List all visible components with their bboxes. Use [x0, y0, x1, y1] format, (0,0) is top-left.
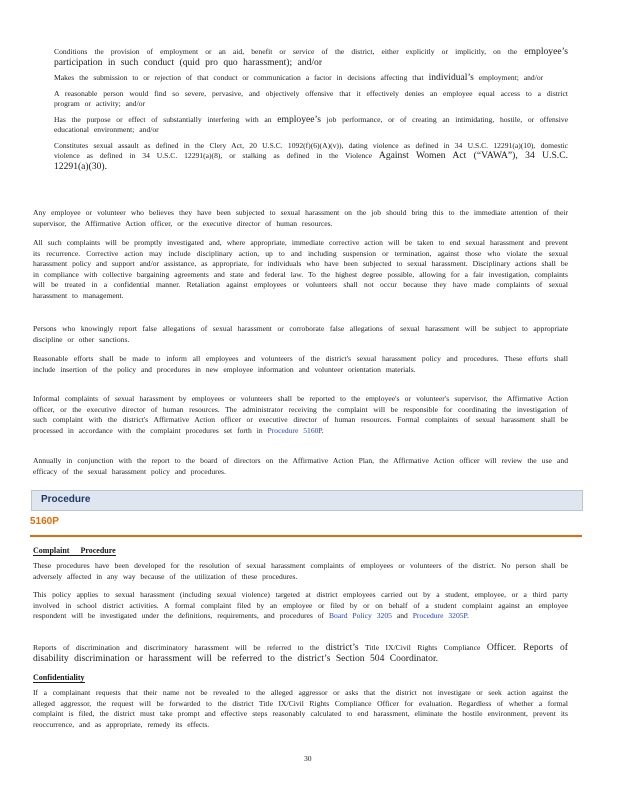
- list-item: [33, 73, 568, 84]
- procedure-header-bar: [31, 490, 583, 511]
- procedure-label: Procedure: [41, 494, 91, 505]
- bullet-box-icon: [33, 141, 54, 173]
- procedure-3205p-link[interactable]: Procedure 3205P: [412, 611, 467, 621]
- policy-applies-paragraph: This policy applies to sexual harassment (including sexual violence) targeted at district employees carried out by a student, employee, or a third party involved in school district activities. A formal complaint filed by an employee or filed by or on behalf of a student complaint against an employee respondent will be investigated under the definitions, requirements, and procedures of Board Policy 3205 and Procedure 3205P.: [33, 590, 568, 621]
- informal-complaints-paragraph: Informal complaints of sexual harassment by employees or volunteers shall be reported to the employee's or volunteer's supervisor, the Affirmative Action officer, or the executive director of human resources. The administrator receiving the complaint will be responsible for coordinating the investigation of such complaint with the district's Affirmative Action officer or executive director of human resources. Formal complaints of sexual harassment shall be processed in accordance with the complaint procedures set forth in Procedure 5160P.: [33, 394, 568, 435]
- bullet-text: Has the purpose or effect of substantially interfering with an employee’s job performance, or of creating an intimidating, hostile, or offensive educational environment; and/or: [54, 113, 568, 134]
- false-allegations-paragraph: Persons who knowingly report false allegations of sexual harassment or corroborate false allegations of sexual harassment will be subject to appropriate discipline or other sanctions.: [33, 324, 568, 344]
- bullet-box-icon: [33, 115, 54, 136]
- confidentiality-heading: Confidentiality: [33, 673, 85, 682]
- list-item: [33, 115, 568, 136]
- list-item: [33, 89, 568, 110]
- complaint-procedure-heading: Complaint Procedure: [33, 546, 116, 555]
- bullet-text: A reasonable person would find so severe, pervasive, and objectively offensive that it effectively denies an employee equal access to a district program or activity; and/or: [54, 88, 568, 108]
- inform-paragraph: Reasonable efforts shall be made to inform all employees and volunteers of the district's sexual harassment policy and procedures. These efforts shall include insertion of the policy and procedures in new employee information and volunteer orientation materials.: [33, 354, 568, 374]
- board-policy-3205-link[interactable]: Board Policy 3205: [328, 611, 392, 621]
- bullet-box-icon: [33, 89, 54, 110]
- complaint-intro-paragraph: These procedures have been developed for the resolution of sexual harassment complaints of employees or volunteers of the district. No person shall be adversely affected in any way because of the utilization of these procedures.: [33, 561, 568, 581]
- definition-bullet-list: [33, 47, 568, 177]
- bullet-text: Conditions the provision of employment or an aid, benefit or service of the district, either explicitly or implicitly, on the employee’s participation in such conduct (quid pro quo harassment); and/or: [54, 46, 568, 68]
- procedure-5160p-link[interactable]: Procedure 5160P: [267, 425, 322, 435]
- section-divider: [30, 535, 582, 537]
- confidentiality-paragraph: If a complainant requests that their name not be revealed to the alleged aggressor or asks that the district not investigate or seek action against the alleged aggressor, the request will be forwarded to the district Title IX/Civil Rights Compliance Officer for evaluation. Regardless of whether a formal complaint is filed, the district must take prompt and effective steps reasonably calculated to end harassment, eliminate the hostile environment, prevent its reoccurrence, and as appropriate, remedy its effects.: [33, 688, 568, 729]
- referral-paragraph: Reports of discrimination and discriminatory harassment will be referred to the district’s Title IX/Civil Rights Compliance Officer. Reports of disability discrimination or harassment will be referred to the district’s Section 504 Coordinator.: [33, 642, 568, 664]
- bullet-box-icon: [33, 73, 54, 84]
- bullet-text: Makes the submission to or rejection of that conduct or communication a factor in decisions affecting that individual’s employment; and/or: [54, 72, 544, 83]
- list-item: [33, 141, 568, 173]
- page-number: 30: [304, 754, 312, 763]
- bullet-text: Constitutes sexual assault as defined in the Clery Act, 20 U.S.C. 1092(f)(6)(A)(v)), dating violence as defined in 34 U.S.C. 12291(a)(10), domestic violence as defined in 34 U.S.C. 12291(a)(8), or stalking as defined in the Violence Against Women Act (“VAWA”), 34 U.S.C. 12291(a)(30).: [54, 140, 568, 172]
- procedure-code: 5160P: [30, 516, 59, 527]
- list-item: [33, 47, 568, 68]
- investigation-paragraph: All such complaints will be promptly investigated and, where appropriate, immediate corrective action will be taken to end sexual harassment and prevent its recurrence. Corrective action may include disciplinary action, up to and including suspension or termination, against those who violate the sexual harassment policy and support and/or assistance, as appropriate, for individuals who have been subjected to sexual harassment. Disciplinary actions shall be in compliance with collective bargaining agreements and state and federal law. To the highest degree possible, allowing for a fair investigation, complaints will be treated in a confidential manner. Retaliation against employees or volunteers shall not occur because they have made complaints of sexual harassment to management.: [33, 238, 568, 300]
- report-paragraph: Any employee or volunteer who believes they have been subjected to sexual harassment on the job should bring this to the immediate attention of their supervisor, the Affirmative Action officer, or the executive director of human resources.: [33, 208, 568, 228]
- bullet-box-icon: [33, 47, 54, 68]
- annual-review-paragraph: Annually in conjunction with the report to the board of directors on the Affirmative Action Plan, the Affirmative Action officer will review the use and efficacy of the sexual harassment policy and procedures.: [33, 456, 568, 476]
